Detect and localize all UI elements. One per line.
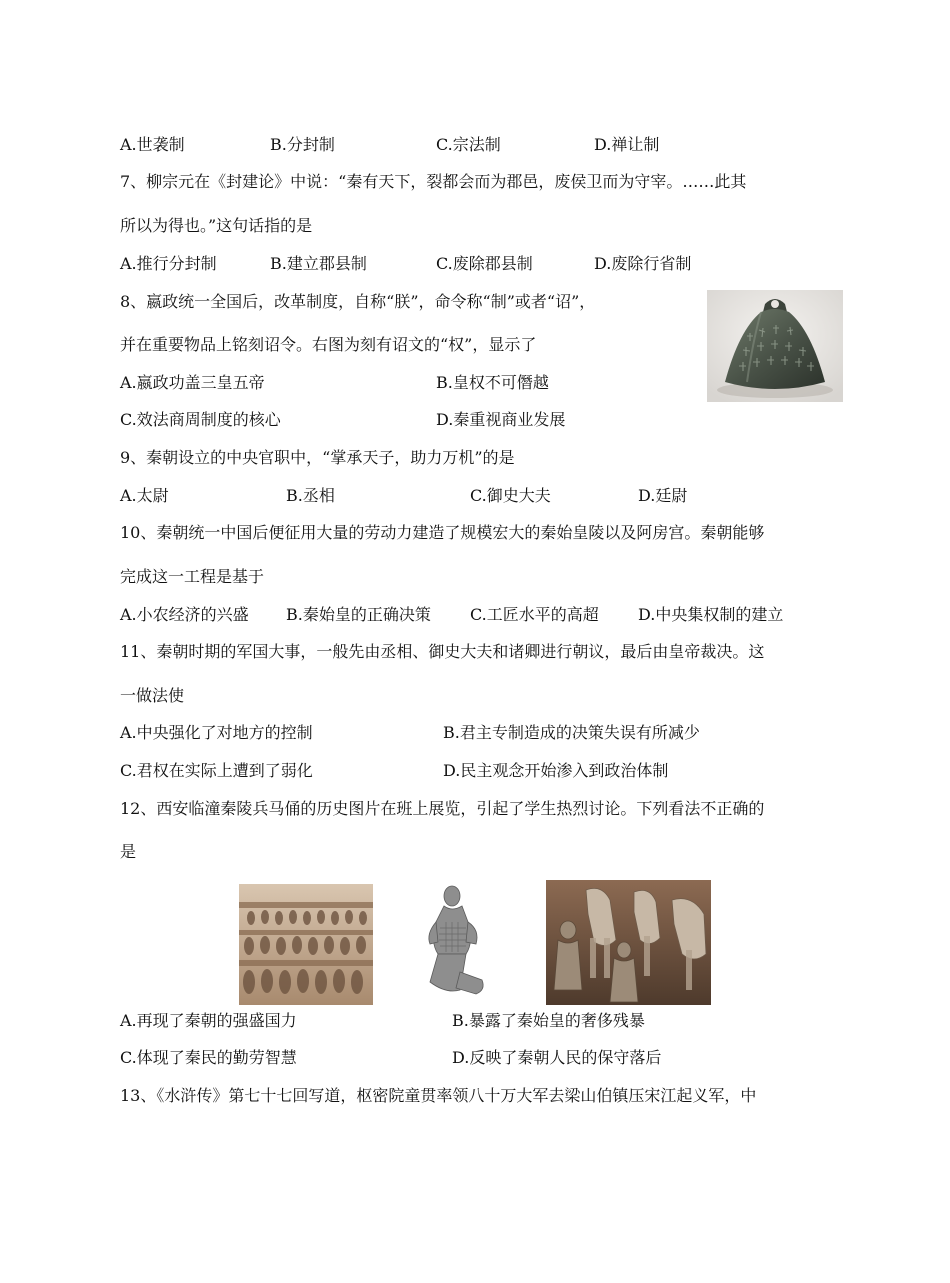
q6-option-b: B.分封制: [270, 135, 335, 154]
q10-option-b: B.秦始皇的正确决策: [286, 605, 431, 624]
q6-option-a: A.世袭制: [120, 135, 185, 154]
q8-option-d: D.秦重视商业发展: [436, 410, 566, 429]
q6-option-d: D.禅让制: [594, 135, 660, 154]
q7-option-c: C.废除郡县制: [436, 254, 533, 273]
terracotta-pit-image: [239, 884, 373, 1005]
q10-option-d: D.中央集权制的建立: [638, 605, 784, 624]
q7-stem-line1: 7、柳宗元在《封建论》中说：“秦有天下，裂都会而为郡邑，废侯卫而为守宰。……此其: [120, 172, 747, 191]
q8-stem-line2: 并在重要物品上铭刻诏令。右图为刻有诏文的“权”，显示了: [120, 335, 537, 354]
q10-stem-line1: 10、秦朝统一中国后便征用大量的劳动力建造了规模宏大的秦始皇陵以及阿房宫。秦朝能够: [120, 523, 765, 542]
q12-option-a: A.再现了秦朝的强盛国力: [120, 1011, 297, 1030]
q8-stem-line1: 8、嬴政统一全国后，改革制度，自称“朕”，命令称“制”或者“诏”，: [120, 292, 596, 311]
q8-option-c: C.效法商周制度的核心: [120, 410, 281, 429]
q9-stem: 9、秦朝设立的中央官职中，“掌承天子，助力万机”的是: [120, 448, 515, 467]
q9-option-c: C.御史大夫: [470, 486, 551, 505]
q10-option-a: A.小农经济的兴盛: [120, 605, 249, 624]
q12-stem-line2: 是: [120, 842, 137, 861]
terracotta-horses-image: [546, 880, 711, 1005]
q12-stem-line1: 12、西安临潼秦陵兵马俑的历史图片在班上展览，引起了学生热烈讨论。下列看法不正确的: [120, 799, 765, 818]
q9-option-a: A.太尉: [120, 486, 169, 505]
q11-option-b: B.君主专制造成的决策失误有所减少: [443, 723, 700, 742]
q11-option-d: D.民主观念开始渗入到政治体制: [443, 761, 669, 780]
q8-option-b: B.皇权不可僭越: [436, 373, 549, 392]
q7-option-b: B.建立郡县制: [270, 254, 367, 273]
q12-option-d: D.反映了秦朝人民的保守落后: [452, 1048, 662, 1067]
q6-option-c: C.宗法制: [436, 135, 501, 154]
q12-option-c: C.体现了秦民的勤劳智慧: [120, 1048, 297, 1067]
q7-option-a: A.推行分封制: [120, 254, 217, 273]
q11-option-c: C.君权在实际上遭到了弱化: [120, 761, 313, 780]
q9-option-d: D.廷尉: [638, 486, 688, 505]
q10-option-c: C.工匠水平的高超: [470, 605, 599, 624]
q11-stem-line1: 11、秦朝时期的军国大事，一般先由丞相、御史大夫和诸卿进行朝议，最后由皇帝裁决。这: [120, 642, 765, 661]
q11-stem-line2: 一做法使: [120, 686, 185, 705]
q7-option-d: D.废除行省制: [594, 254, 692, 273]
qin-bronze-weight-image: [707, 290, 843, 402]
q12-option-b: B.暴露了秦始皇的奢侈残暴: [452, 1011, 645, 1030]
q11-option-a: A.中央强化了对地方的控制: [120, 723, 313, 742]
q13-stem-line1: 13、《水浒传》第七十七回写道，枢密院童贯率领八十万大军去梁山伯镇压宋江起义军，中: [120, 1086, 757, 1105]
q9-option-b: B.丞相: [286, 486, 335, 505]
kneeling-archer-image: [416, 882, 494, 1000]
q7-stem-line2: 所以为得也。”这句话指的是: [120, 216, 313, 235]
q10-stem-line2: 完成这一工程是基于: [120, 567, 265, 586]
q8-option-a: A.嬴政功盖三皇五帝: [120, 373, 265, 392]
